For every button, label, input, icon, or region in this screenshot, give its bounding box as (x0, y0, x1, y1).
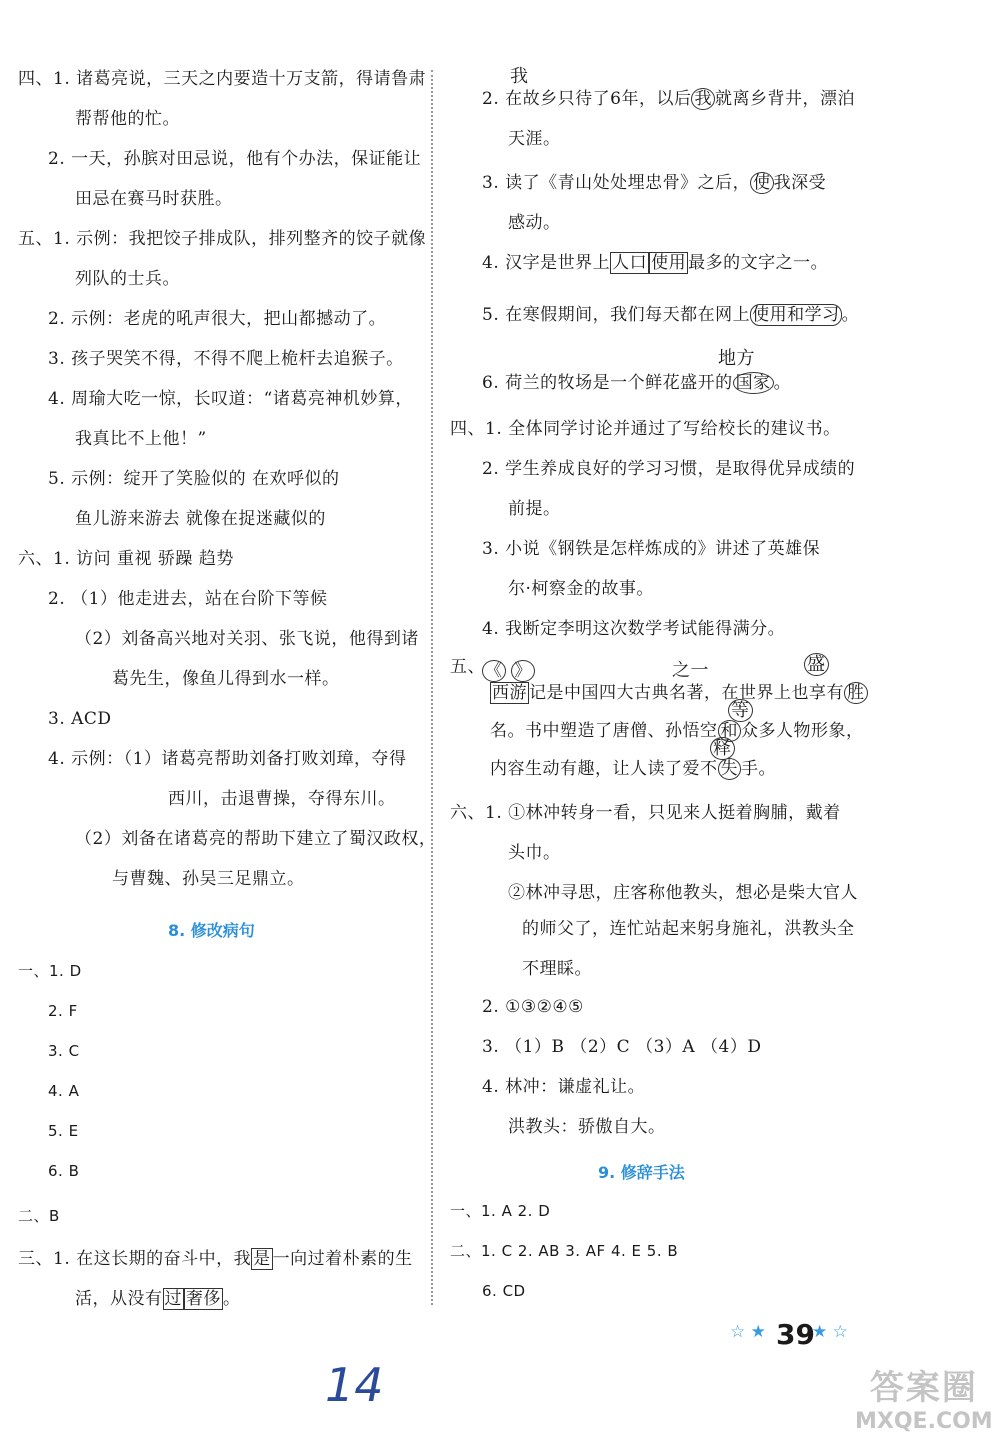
text-line: 田忌在赛马时获胜。 (75, 189, 233, 209)
text-span: 就离乡背井，漂泊 (714, 89, 855, 109)
text-line (490, 720, 864, 742)
text-span: 。 (223, 1289, 241, 1309)
page-number: 39 (776, 1318, 815, 1351)
circled-mark: 释 (710, 737, 735, 760)
text-line: 四、1. 诸葛亮说，三天之内要造十万支箭，得请鲁肃 (18, 69, 427, 89)
circled-word: 胜 (844, 682, 868, 704)
answer-line: 6. CD (482, 1282, 526, 1300)
boxed-word: 西游 (492, 683, 527, 703)
text-line: 2. 学生养成良好的学习习惯，是取得优异成绩的 (482, 459, 856, 479)
text-line: 感动。 (508, 213, 561, 233)
watermark-url: MXQE.COM (855, 1409, 993, 1434)
deletion-box: 奢侈 (186, 1289, 221, 1309)
deletion-box: 是 (253, 1249, 271, 1269)
section-title: 8. 修改病句 (168, 921, 255, 940)
text-line: 2. ①③②④⑤ (482, 997, 584, 1017)
text-span: 6. 荷兰的牧场是一个鲜花盛开的 (482, 373, 733, 393)
text-line: 我真比不上他！” (75, 429, 207, 449)
text-span: 一向 (272, 1249, 308, 1269)
deletion-box: 过 (164, 1289, 182, 1309)
text-line: 2. 一天，孙膑对田忌说，他有个办法，保证能让 (48, 149, 422, 169)
text-line: 尔·柯察金的故事。 (508, 579, 654, 599)
text-line (490, 758, 776, 780)
answer-line: 二、B (18, 1207, 60, 1225)
section-title: 9. 修辞手法 (598, 1163, 685, 1182)
text-line: 与曹魏、孙吴三足鼎立。 (112, 869, 305, 889)
marked-phrase: 使用和学习 (752, 305, 840, 325)
answer-line: 5. E (48, 1122, 79, 1140)
answer-line: 3. C (48, 1042, 80, 1060)
answer-line: 一、1. A 2. D (450, 1202, 551, 1220)
text-line (482, 304, 859, 326)
text-line: 天涯。 (508, 129, 561, 149)
insert-mark: 地方 (718, 348, 755, 369)
text-line (490, 682, 868, 704)
watermark-text: 答案圈 (869, 1368, 978, 1408)
text-line: 2. 示例：老虎的吼声很大，把山都撼动了。 (48, 309, 387, 329)
text-span: 在故乡只待了6年，以后 (505, 89, 692, 109)
text-span: 众多人物形象， (741, 721, 864, 741)
text-line: 五、 (450, 657, 485, 677)
circled-word: 失 (718, 758, 742, 780)
text-line: 六、1. ①林冲转身一看，只见来人挺着胸脯，戴着 (450, 803, 841, 823)
text-line: 3. （1）B （2）C （3）A （4）D (482, 1037, 762, 1057)
text-line: 4. 我断定李明这次数学考试能得满分。 (482, 619, 786, 639)
answer-line: 二、1. C 2. AB 3. AF 4. E 5. B (450, 1242, 679, 1260)
text-line (482, 172, 826, 194)
text-line: 五、1. 示例：我把饺子排成队，排列整齐的饺子就像 (18, 229, 427, 249)
text-line (18, 1248, 413, 1270)
boxed-word: 人口 (612, 253, 648, 273)
text-line (482, 88, 855, 110)
text-line: 鱼儿游来游去 就像在捉迷藏似的 (75, 509, 326, 529)
text-span: 过着朴素的生 (307, 1249, 413, 1269)
text-span: 手。 (741, 759, 776, 779)
answer-line: 一、1. D (18, 962, 82, 980)
text-line: 前提。 (508, 499, 561, 519)
circled-mark: 《 (482, 660, 506, 682)
text-line: 5. 示例：绽开了笑脸似的 在欢呼似的 (48, 469, 340, 489)
text-span: 。 (841, 305, 860, 325)
boxed-word: 使用 (651, 253, 687, 273)
insert-mark (804, 654, 829, 676)
circled-word: 使 (750, 172, 774, 194)
text-line: 洪教头：骄傲自大。 (508, 1117, 666, 1137)
text-span: 记是中国四大古典名著 (529, 683, 704, 703)
text-line: 3. 小说《钢铁是怎样炼成的》讲述了英雄保 (482, 539, 821, 559)
text-line: 西川，击退曹操，夺得东川。 (168, 789, 396, 809)
text-span: 4. 汉字是世界上 (482, 253, 611, 273)
text-line: 不理睬。 (522, 959, 592, 979)
insert-mark: 之一 (672, 660, 709, 681)
text-line: （2）刘备高兴地对关羽、张飞说，他得到诸 (75, 629, 419, 649)
text-span: 3. 读了《青山处处埋忠骨》之后， (482, 173, 751, 193)
text-line: 4. 示例：（1）诸葛亮帮助刘备打败刘璋，夺得 (48, 749, 407, 769)
answer-line: 2. F (48, 1002, 78, 1020)
text-line: 2. （1）他走进去，站在台阶下等候 (48, 589, 328, 609)
text-span: 2. (482, 89, 506, 109)
circled-mark: 盛 (804, 653, 829, 676)
text-span: 名。书中塑造了唐僧、孙悟空 (490, 721, 718, 741)
insert-mark (710, 738, 735, 760)
circled-word: 和 (718, 720, 742, 742)
text-span: 内容生动有趣，让人读了爱不 (490, 759, 718, 779)
circled-word: 我 (691, 88, 715, 110)
text-span: ，在世界上也享有 (704, 683, 844, 703)
text-line: 列队的士兵。 (75, 269, 180, 289)
text-line: 四、1. 全体同学讨论并通过了写给校长的建议书。 (450, 419, 841, 439)
text-line: 3. ACD (48, 709, 112, 729)
insert-mark (482, 660, 535, 682)
handwritten-mark: 14 (325, 1358, 384, 1412)
circled-mark: 》 (511, 660, 535, 682)
text-line: 帮帮他的忙。 (75, 109, 180, 129)
text-span: 。 (773, 373, 792, 393)
text-line: 4. 林冲：谦虚礼让。 (482, 1077, 646, 1097)
insert-mark: 我 (510, 66, 529, 87)
watermark-logo (855, 1360, 993, 1434)
text-line: （2）刘备在诸葛亮的帮助下建立了蜀汉政权， (75, 829, 437, 849)
text-line: 3. 孩子哭笑不得，不得不爬上桅杆去追猴子。 (48, 349, 404, 369)
text-line: 头巾。 (508, 843, 561, 863)
text-span: 我深受 (773, 173, 827, 193)
column-divider (431, 70, 433, 1305)
text-line (75, 1288, 241, 1310)
star-icon: ★ ☆ (812, 1322, 848, 1342)
text-line: ②林冲寻思，庄客称他教头，想必是柴大官人 (508, 883, 858, 903)
circled-mark: 等 (728, 699, 753, 722)
text-span: 最多的文字之一。 (688, 253, 829, 273)
star-icon: ☆ ★ (730, 1322, 766, 1342)
text-span: 三、1. 在这长期的奋斗中，我 (18, 1249, 252, 1269)
answer-line: 6. B (48, 1162, 80, 1180)
text-line (482, 252, 828, 274)
circled-word: 国家 (733, 372, 774, 394)
text-line: 的师父了，连忙站起来躬身施礼，洪教头全 (522, 919, 855, 939)
text-line: 葛先生，像鱼儿得到水一样。 (112, 669, 340, 689)
text-span: 5. 在寒假期间，我们每天都在网上 (482, 305, 751, 325)
text-line: 4. 周瑜大吃一惊，长叹道：“诸葛亮神机妙算， (48, 389, 413, 409)
answer-line: 4. A (48, 1082, 80, 1100)
text-line: 六、1. 访问 重视 骄躁 趋势 (18, 549, 234, 569)
insert-mark (728, 700, 753, 722)
text-line (482, 372, 791, 394)
text-span: 活，从没有 (75, 1289, 163, 1309)
